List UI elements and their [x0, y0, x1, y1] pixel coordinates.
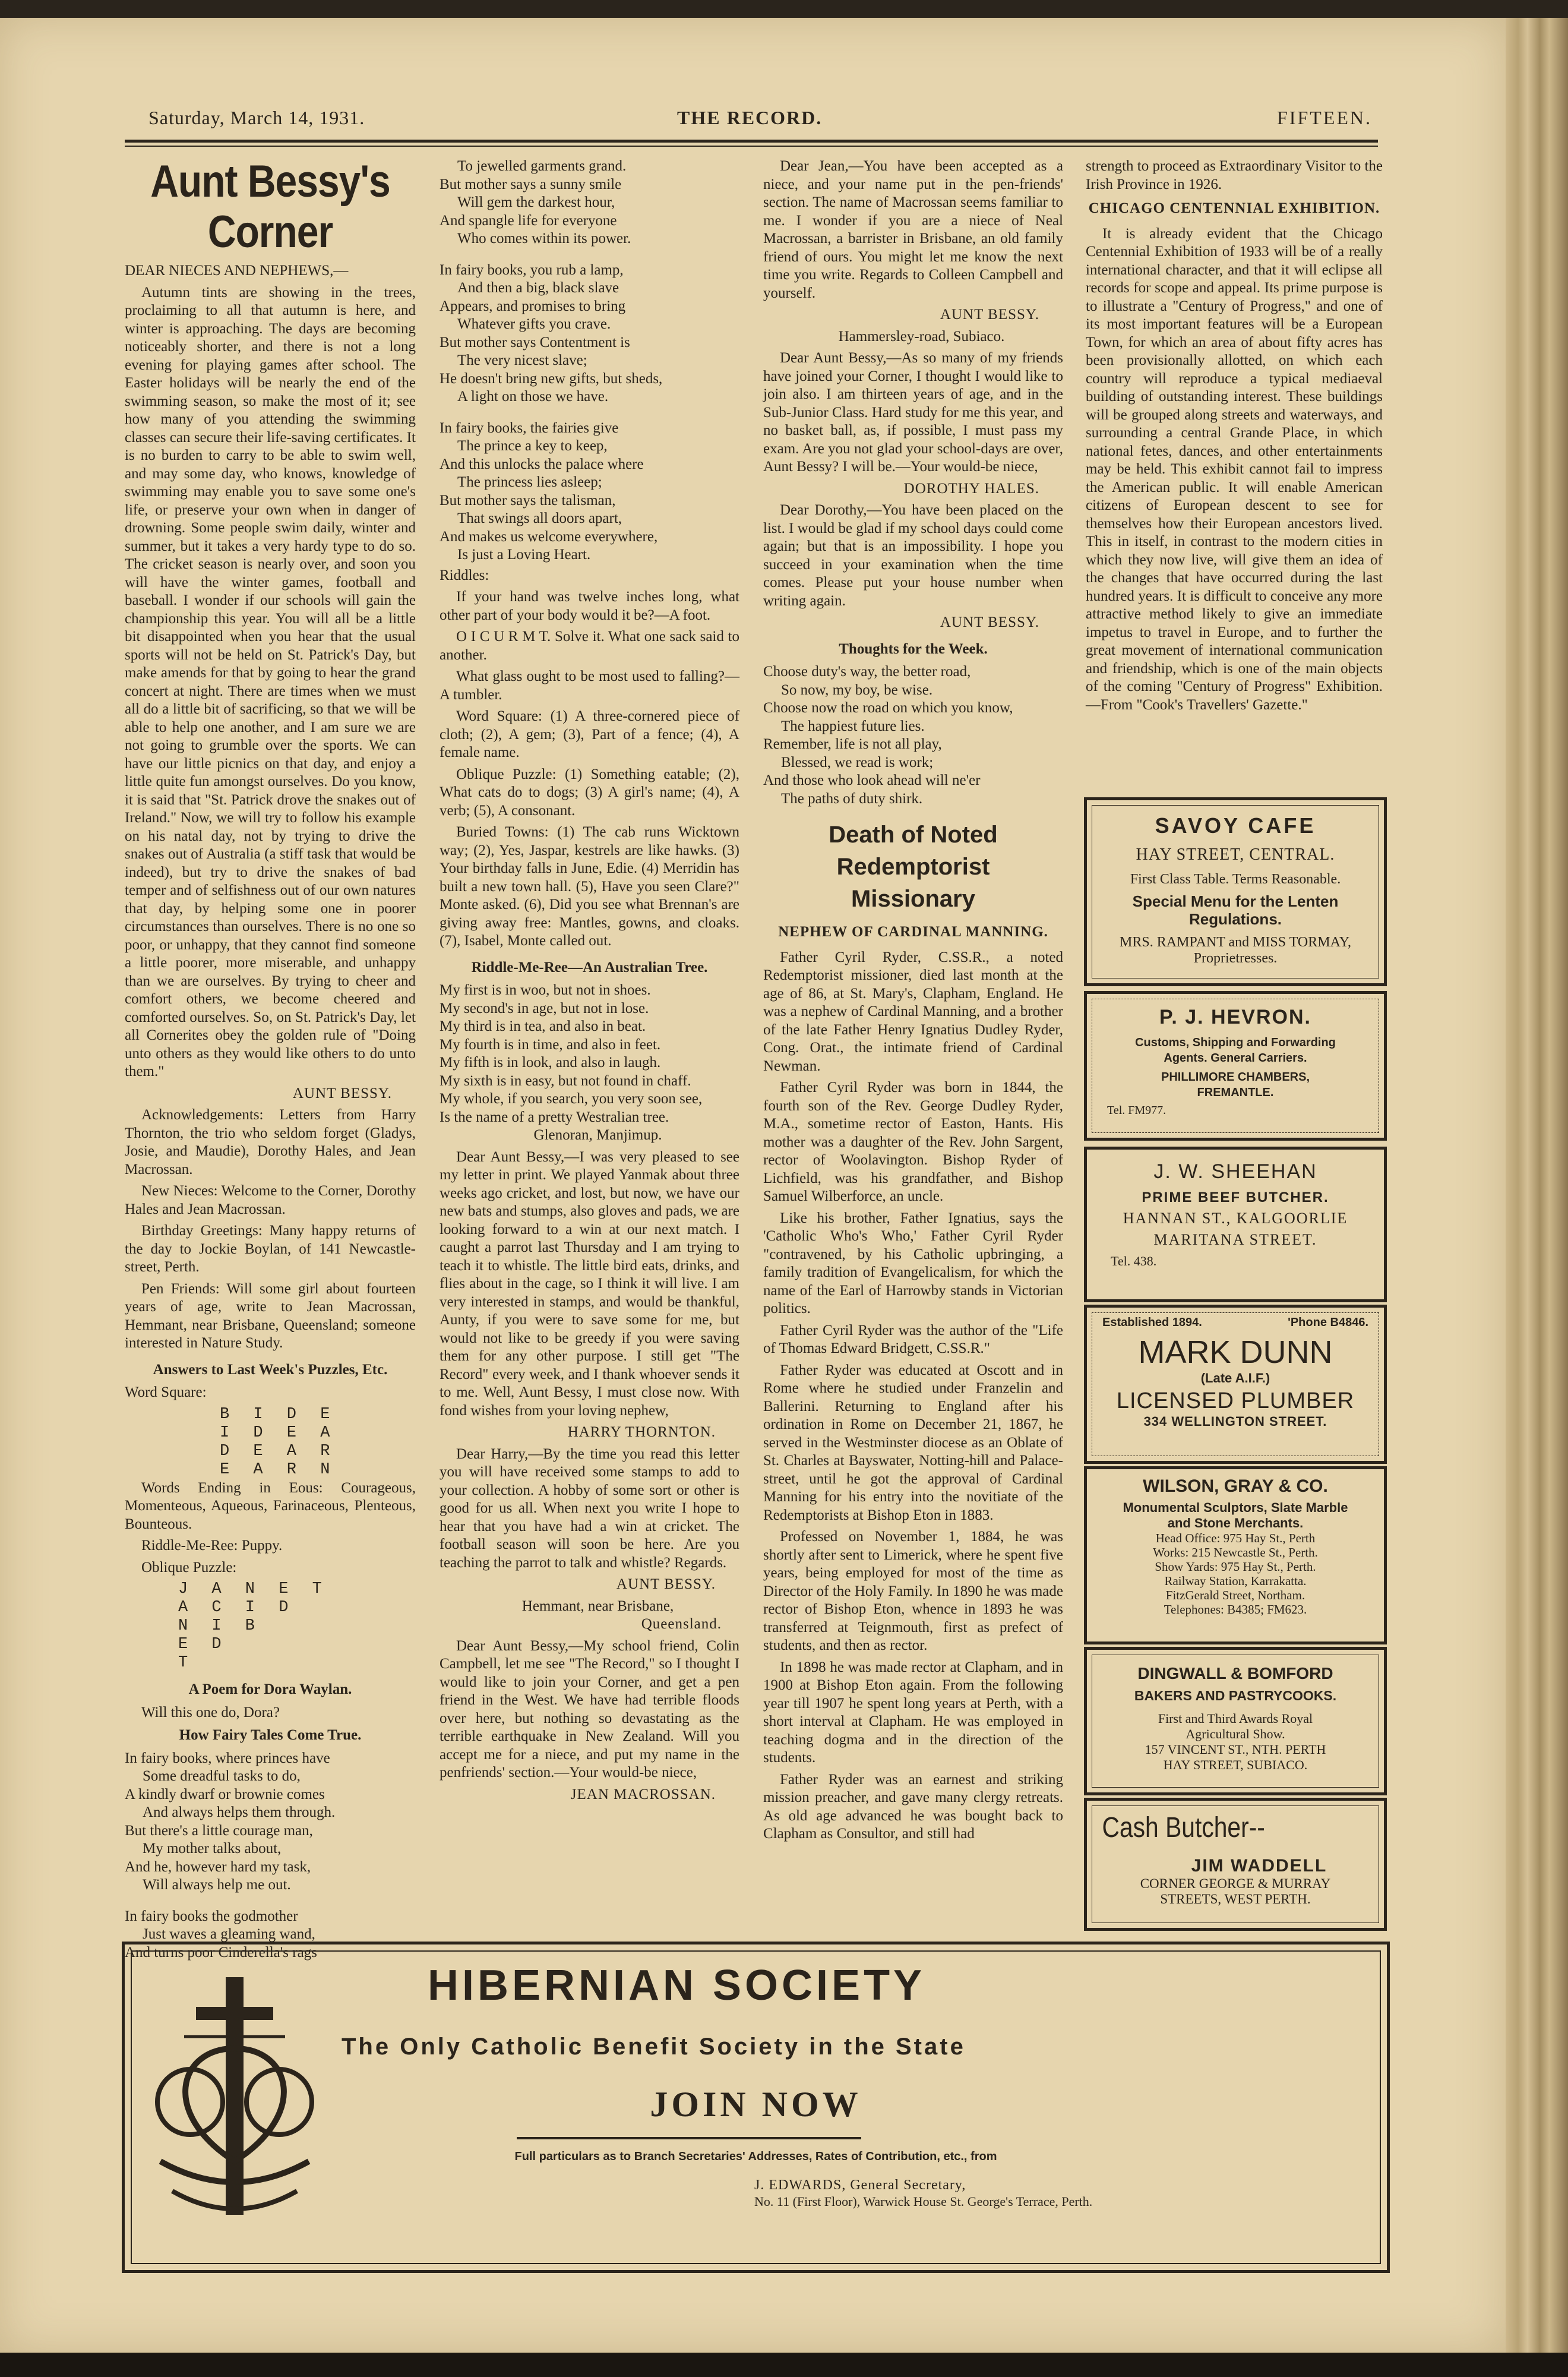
- verse-line: To jewelled garments grand.: [457, 158, 627, 174]
- obituary-paragraph: Father Cyril Ryder, C.SS.R., a noted Redemptorist missioner, died last month at the age of 86, at St. Mary's, Clapham, England. He was a nephew of Cardinal Manning, and a brother of the late Father Henry Ignatius Dudley Ryder, Cong. Orat., the intimate friend of Cardinal Newman.: [763, 949, 1063, 1074]
- verse-line: Just waves a gleaming wand,: [143, 1926, 315, 1942]
- reply-signature: AUNT BESSY.: [616, 1576, 716, 1592]
- verse-line: Whatever gifts you crave.: [457, 316, 611, 332]
- ad-dingwall-address2: HAY STREET, SUBIACO.: [1163, 1757, 1308, 1772]
- puzzle-buried-towns: Buried Towns: (1) The cab runs Wicktown way; (2), Yes, Jaspar, kestrels are like hawks. (3) Your birthday falls in June, Edie. (4) Merridin has built a new town hall. (5), Have you seen Clare?" Monte asked. (6), Did you see what Brennan's are giving away free: Mantles, gowns, and cloaks. (7), Isabel, Monte called out.: [440, 824, 739, 949]
- riddle-ocurmt: O I C U R M T. Solve it. What one sack said to another.: [440, 629, 739, 663]
- aunt-bessy-title: Aunt Bessy's Corner: [150, 155, 390, 257]
- verse-line: But mother says Contentment is: [440, 334, 630, 351]
- verse-line: Appears, and promises to bring: [440, 298, 626, 314]
- header-date: Saturday, March 14, 1931.: [148, 107, 365, 128]
- death-headline-line2: Missionary: [851, 886, 975, 912]
- ad-dunn-phone: 'Phone B4846.: [1288, 1316, 1368, 1329]
- verse-line: And this unlocks the palace where: [440, 456, 644, 472]
- verse-line: A kindly dwarf or brownie comes: [125, 1786, 325, 1803]
- words-ending-eous: Words Ending in Eous: Courageous, Momenteous, Aqueous, Farinaceous, Plenteous, Bounteous.: [125, 1479, 416, 1532]
- ad-sheehan-address2: MARITANA STREET.: [1153, 1231, 1317, 1248]
- verse-line: Will always help me out.: [143, 1877, 291, 1893]
- letter-address-state: Queensland.: [641, 1616, 722, 1632]
- ad-sheehan: [1084, 1147, 1387, 1302]
- new-nieces: New Nieces: Welcome to the Corner, Dorothy Hales and Jean Macrossan.: [125, 1183, 416, 1217]
- verse-line: In fairy books, you rub a lamp,: [440, 261, 624, 278]
- word-square-label: Word Square:: [125, 1384, 207, 1400]
- ad-dunn-established: Established 1894.: [1102, 1316, 1202, 1329]
- page-header: [148, 107, 1372, 137]
- ad-savoy-terms: First Class Table. Terms Reasonable.: [1130, 872, 1341, 887]
- verse-line: So now, my boy, be wise.: [781, 681, 933, 698]
- ad-hevron-name: P. J. HEVRON.: [1159, 1006, 1311, 1028]
- verse-line: The princess lies asleep;: [457, 474, 602, 490]
- word-square-row: E A R N: [220, 1460, 337, 1479]
- scan-background: [0, 2353, 1568, 2377]
- signature: AUNT BESSY.: [940, 307, 1039, 323]
- verse-line: Is the name of a pretty Westralian tree.: [440, 1109, 669, 1125]
- ad-dingwall-name: DINGWALL & BOMFORD: [1137, 1664, 1333, 1682]
- oblique-row: N I B: [178, 1617, 263, 1635]
- verse-line: My second's in age, but not in lose.: [440, 1000, 649, 1017]
- reply-to-dorothy: Dear Dorothy,—You have been placed on the list. I would be glad if my school days could come again; but that is an impossibility. I hope you succeed in your examination when the time comes. Please put your house number when writing again.: [763, 502, 1063, 609]
- puzzle-oblique: Oblique Puzzle: (1) Something eatable; (2), What cats do to dogs; (3) A girl's name; (4), A verb; (5), A consonant.: [440, 766, 739, 819]
- signature: AUNT BESSY.: [292, 1085, 392, 1101]
- verse-line: A light on those we have.: [457, 389, 609, 405]
- ad-dingwall-trade: BAKERS AND PASTRYCOOKS.: [1134, 1688, 1337, 1703]
- verse-line: My sixth is in easy, but not found in chaff.: [440, 1072, 691, 1089]
- ad-dingwall-address1: 157 VINCENT ST., NTH. PERTH: [1145, 1742, 1326, 1757]
- ad-sheehan-name: J. W. SHEEHAN: [1153, 1160, 1317, 1183]
- answers-heading: Answers to Last Week's Puzzles, Etc.: [153, 1361, 388, 1378]
- header-paper-name: THE RECORD.: [677, 107, 823, 128]
- chicago-article: It is already evident that the Chicago Centennial Exhibition of 1933 will be of a really international character, and that it will eclipse all records for scope and appeal. Its prime purpose is to illustrate a "Century of Progress," and one of its most important features will be a European Town, for which an area of about fifty acres has been provisionally allotted, on which each country will reproduce a typical mediaeval building of outstanding interest. These buildings will be grouped along streets and waterways, and surrounding a central Grande Place, in which national fetes, dances, and other entertainments may be held. This exhibit cannot fail to impress the American public. It will enable American citizens of European descent to see for themselves how their European ancestors lived. This in itself, in contrast to the modern cities in which they now live, will give them an idea of the changes that have occurred during the last hundred years. It is difficult to conceive any more attractive method likely to give an immediate impetus to travel in Europe, and to further the great movement of international communication and friendship, which is one of the main objects of the coming "Century of Progress" Exhibition.—From "Cook's Travellers' Gazette.": [1086, 225, 1383, 713]
- ad-wilson-line: FitzGerald Street, Northam.: [1165, 1588, 1305, 1602]
- verse-line: [440, 248, 739, 261]
- verse-line: And spangle life for everyone: [440, 212, 617, 229]
- verse-line: And turns poor Cinderella's rags: [125, 1944, 317, 1961]
- verse-line: Some dreadful tasks to do,: [143, 1768, 301, 1784]
- verse-line: The paths of duty shirk.: [781, 790, 923, 807]
- ad-dunn-trade: LICENSED PLUMBER: [1116, 1388, 1355, 1413]
- join-underline: [517, 2137, 861, 2139]
- riddle-glass: What glass ought to be most used to falling?—A tumbler.: [440, 668, 739, 703]
- verse-line: My mother talks about,: [143, 1841, 282, 1857]
- obituary-paragraph: Father Cyril Ryder was born in 1844, the fourth son of the Rev. George Dudley Ryder, M.A., sometime rector of Easton, Hants. His mother was a daughter of the Rev. John Sargent, rector of Woolavington. Bishop Ryder of Lichfield, was his grandfather, and Bishop Samuel Wilberforce, an uncle.: [763, 1079, 1063, 1204]
- verse-line: My first is in woo, but not in shoes.: [440, 982, 651, 998]
- oblique-grid: [125, 1580, 416, 1672]
- obituary-paragraph: Like his brother, Father Ignatius, says the 'Catholic Who's Who,' Father Cyril Ryder "contravened, by his Catholic upbringing, a family tradition of Evangelicalism, for which the name of the Earl of Harrowby stands in Victorian politics.: [763, 1210, 1063, 1317]
- verse-line: My fifth is in look, and also in laugh.: [440, 1055, 661, 1071]
- verse-line: Is just a Loving Heart.: [457, 547, 591, 563]
- ad-waddell-name: JIM WADDELL: [1191, 1856, 1327, 1876]
- pen-friends: Pen Friends: Will some girl about fourteen years of age, write to Jean Macrossan, Hemmant, near Brisbane, Queensland; someone interested in Nature Study.: [125, 1280, 416, 1351]
- ad-dunn-late: (Late A.I.F.): [1200, 1371, 1270, 1385]
- ad-sheehan-address1: HANNAN ST., KALGOORLIE: [1123, 1210, 1348, 1227]
- verse-line: In fairy books the godmother: [125, 1908, 298, 1924]
- column-4: [1086, 157, 1383, 718]
- harry-letter: Dear Aunt Bessy,—I was very pleased to see my letter in print. We played Yanmak about three weeks ago cricket, and lost, but now, we have our new bats and stumps, also gloves and pads, we are looking forward to a win at our next match. I caught a parrot last Thursday and I am trying to teach it to whistle. The little bird eats, drinks, and flies about in the cage, so I think it will live. I am very interested in stamps, and would be thankful, Aunty, if you were to save some for me, but would not like to be greedy if you were saving them for any other purpose. I still get "The Record" every week, and I thank whoever sends it to me. Well, Aunt Bessy, I must close now. With fond wishes from your loving nephew,: [440, 1148, 739, 1419]
- verse-line: The happiest future lies.: [781, 718, 925, 734]
- poem-heading: A Poem for Dora Waylan.: [188, 1681, 352, 1697]
- column-1: [125, 157, 416, 1962]
- oblique-row: J A N E T: [178, 1580, 329, 1598]
- letter-address: Glenoran, Manjimup.: [533, 1127, 662, 1143]
- nephew-subheading: NEPHEW OF CARDINAL MANNING.: [778, 924, 1048, 940]
- ad-dunn-address: 334 WELLINGTON STREET.: [1143, 1414, 1327, 1429]
- ad-hevron-phone: Tel. FM977.: [1107, 1104, 1166, 1117]
- ad-hibernian-society: [122, 1942, 1390, 2273]
- header-rule-thin: [125, 146, 1378, 147]
- oblique-label: Oblique Puzzle:: [141, 1559, 237, 1576]
- verse-line: And always helps them through.: [143, 1804, 336, 1820]
- hibernian-particulars: Full particulars as to Branch Secretaries' Addresses, Rates of Contribution, etc., from: [514, 2150, 997, 2163]
- verse-line: Who comes within its power.: [457, 231, 631, 247]
- letter-address: Hammersley-road, Subiaco.: [838, 328, 1005, 345]
- verse-line: The very nicest slave;: [457, 352, 587, 368]
- verse-line: The prince a key to keep,: [457, 438, 608, 454]
- ad-savoy-proprietors: MRS. RAMPANT and MISS TORMAY,: [1120, 935, 1351, 950]
- verse-line: Will gem the darkest hour,: [457, 194, 615, 210]
- letter-address: Hemmant, near Brisbane,: [521, 1598, 674, 1614]
- header-rule: [125, 140, 1378, 143]
- obituary-paragraph: Professed on November 1, 1884, he was shortly after sent to Limerick, where he spent five years, being employed for most of the time as Director of the Holy Family. In 1890 he was made rector of Bishop Eton, whence in 1893 he was transferred at Teignmouth, first as prefect of students, and then as rector.: [763, 1529, 1063, 1653]
- word-square-row: I D E A: [220, 1423, 337, 1442]
- reply-to-jean: Dear Jean,—You have been accepted as a niece, and your name put in the pen-friends' section. The name of Macrossan seems familiar to me. I wonder if you are a niece of Neal Macrossan, a barrister in Brisbane, an old family friend of ours. You might let me know the next time you write. Regards to Colleen Campbell and yourself.: [763, 158, 1063, 301]
- birthday-greetings: Birthday Greetings: Many happy returns of the day to Jockie Boylan, of 141 Newcastle-street, Perth.: [125, 1223, 416, 1275]
- hibernian-join-now: JOIN NOW: [650, 2085, 862, 2124]
- verse-line: And he, however hard my task,: [125, 1858, 311, 1875]
- fairy-poem-continued: [440, 157, 739, 564]
- ad-dunn-est-row: [1087, 1316, 1384, 1331]
- verse-line: Choose duty's way, the better road,: [763, 664, 971, 680]
- oblique-row: A C I D: [178, 1599, 296, 1617]
- thoughts-poem: [763, 663, 1063, 808]
- verse-line: Blessed, we read is work;: [781, 754, 934, 771]
- verse-line: And then a big, black slave: [457, 280, 619, 296]
- ad-sheehan-trade: PRIME BEEF BUTCHER.: [1142, 1189, 1329, 1205]
- header-page-number: FIFTEEN.: [1277, 107, 1372, 128]
- hibernian-address: No. 11 (First Floor), Warwick House St. George's Terrace, Perth.: [754, 2194, 1093, 2209]
- verse-line: In fairy books, the fairies give: [440, 419, 619, 436]
- verse-line: My whole, if you search, you very soon see,: [440, 1091, 703, 1107]
- ad-wilson-line: Works: 215 Newcastle St., Perth.: [1153, 1545, 1318, 1560]
- verse-line: Remember, life is not all play,: [763, 736, 942, 752]
- ad-sheehan-phone: Tel. 438.: [1111, 1254, 1157, 1268]
- fairy-poem: [125, 1750, 416, 1962]
- oblique-row: T: [178, 1654, 195, 1672]
- death-headline: [763, 819, 1063, 915]
- ad-wilson-phone: Telephones: B4385; FM623.: [1164, 1602, 1307, 1617]
- ad-dunn-name: MARK DUNN: [1138, 1334, 1333, 1370]
- acknowledgements: Acknowledgements: Letters from Harry Thornton, the trio who seldom forget (Gladys, Josie, and Maudie), Dorothy Hales, and Jean Macrossan.: [125, 1107, 416, 1178]
- ad-jim-waddell: [1084, 1798, 1387, 1931]
- jean-signature: JEAN MACROSSAN.: [570, 1786, 716, 1803]
- ad-wilson-line: Show Yards: 975 Hay St., Perth.: [1155, 1560, 1316, 1574]
- riddles-label: Riddles:: [440, 567, 489, 583]
- death-headline-line1: Death of Noted Redemptorist: [829, 822, 998, 880]
- salutation: DEAR NIECES AND NEPHEWS,—: [125, 263, 349, 279]
- column-3: [763, 157, 1063, 1847]
- riddle-answer: Riddle-Me-Ree: Puppy.: [141, 1538, 283, 1554]
- verse-line: Choose now the road on which you know,: [763, 700, 1013, 716]
- word-square-row: B I D E: [220, 1405, 337, 1423]
- ad-wilson-name: WILSON, GRAY & CO.: [1143, 1476, 1328, 1496]
- obituary-paragraph: Father Ryder was an earnest and striking mission preacher, and gave many clergy retreats. As old age advanced he was bought back to Clapham as Consultor, and still had: [763, 1771, 1063, 1842]
- fairy-tales-heading: How Fairy Tales Come True.: [179, 1727, 362, 1743]
- ad-waddell-trade: Cash Butcher--: [1102, 1812, 1265, 1843]
- obituary-paragraph: Father Cyril Ryder was the author of the "Life of Thomas Edward Bridgett, C.SS.R.": [763, 1322, 1063, 1356]
- ad-hevron: [1084, 991, 1387, 1141]
- ad-savoy-name: SAVOY CAFE: [1155, 813, 1316, 838]
- ad-dingwall-awards: First and Third Awards Royal Agricultural Show.: [1158, 1711, 1313, 1741]
- obituary-paragraph: Father Ryder was educated at Oscott and in Rome where he studied under Franzelin and Ballerini. Returning to England after his ordination in Rome on December 21, 1867, he served in the Westminster diocese as an Oblate of St. Charles at Bayswater, Notting-hill and Palace-street, until he got the approval of Cardinal Manning for his entry into the novitiate of the Redemptorists at Bishop Eton in 1883.: [763, 1362, 1063, 1523]
- word-square-row: D E A R: [220, 1442, 337, 1460]
- riddle-hand: If your hand was twelve inches long, what other part of your body would it be?—A foot.: [440, 589, 739, 623]
- ad-hevron-services: Customs, Shipping and Forwarding Agents. General Carriers.: [1135, 1036, 1336, 1065]
- verse-line: He doesn't bring new gifts, but sheds,: [440, 370, 663, 387]
- riddle-me-ree: [440, 981, 739, 1126]
- obituary-continued: strength to proceed as Extraordinary Visitor to the Irish Province in 1926.: [1086, 158, 1383, 192]
- ad-savoy-cafe: [1084, 797, 1387, 986]
- word-square-grid: [125, 1406, 416, 1479]
- ad-mark-dunn: [1084, 1305, 1387, 1464]
- ad-dingwall-bomford: [1084, 1647, 1387, 1795]
- verse-line: [440, 406, 739, 419]
- verse-line: But mother says a sunny smile: [440, 176, 622, 192]
- verse-line: But mother says the talisman,: [440, 492, 616, 509]
- ad-wilson-line: Head Office: 975 Hay St., Perth: [1155, 1531, 1316, 1545]
- verse-line: [125, 1895, 416, 1908]
- jean-letter: Dear Aunt Bessy,—My school friend, Colin Campbell, let me see "The Record," so I thought I would like to join your Corner, and get a pen friend in the West. We have had terrible floods over here, but nothing so devastating as the terrible earthquake in New Zealand. Will you accept me for a niece, and put my name in the penfriends' section.—Your would-be niece,: [440, 1637, 739, 1781]
- column-2: [440, 157, 739, 1807]
- oblique-row: E D: [178, 1636, 229, 1653]
- verse-line: My third is in tea, and also in beat.: [440, 1018, 646, 1034]
- signature: AUNT BESSY.: [940, 614, 1039, 630]
- ad-hevron-address: PHILLIMORE CHAMBERS, FREMANTLE.: [1161, 1071, 1310, 1099]
- verse-line: My fourth is in time, and also in feet.: [440, 1036, 661, 1053]
- puzzle-word-square: Word Square: (1) A three-cornered piece of cloth; (2), A gem; (3), Part of a fence; (4), A female name.: [440, 708, 739, 760]
- riddle-me-ree-heading: Riddle-Me-Ree—An Australian Tree.: [471, 959, 708, 976]
- ad-waddell-address1: CORNER GEORGE & MURRAY: [1140, 1876, 1331, 1891]
- hibernian-secretary: J. EDWARDS, General Secretary,: [754, 2177, 966, 2193]
- hibernian-subtitle: The Only Catholic Benefit Society in the State: [342, 2034, 966, 2060]
- obituary-paragraph: In 1898 he was made rector at Clapham, and in 1900 at Bishop Eton again. From the following year till 1907 he spent long years at Perth, with a short interval at Clapham. He was employed in teaching dogma and in the direction of the students.: [763, 1659, 1063, 1766]
- ad-savoy-menu: Special Menu for the Lenten Regulations.: [1132, 892, 1339, 928]
- thoughts-heading: Thoughts for the Week.: [839, 640, 988, 657]
- ad-wilson-line: Railway Station, Karrakatta.: [1164, 1574, 1307, 1588]
- dorothy-signature: DOROTHY HALES.: [903, 480, 1039, 497]
- ad-wilson-trade: Monumental Sculptors, Slate Marble and Stone Merchants.: [1123, 1500, 1348, 1530]
- reply-to-harry: Dear Harry,—By the time you read this letter you will have received some stamps to add to your collection. A hobby of some sort or other is good for us all. When next you write I hope to hear that you have had a win at cricket. The football season will soon be here. Are you teaching the parrot to talk and whistle? Regards.: [440, 1445, 739, 1571]
- verse-line: But there's a little courage man,: [125, 1822, 313, 1839]
- chicago-heading: CHICAGO CENTENNIAL EXHIBITION.: [1088, 200, 1380, 216]
- ad-waddell-address2: STREETS, WEST PERTH.: [1160, 1892, 1311, 1906]
- ad-savoy-address: HAY STREET, CENTRAL.: [1136, 845, 1335, 864]
- hibernian-title: HIBERNIAN SOCIETY: [428, 1962, 926, 2009]
- page-edge-stack: [1506, 18, 1568, 2353]
- ad-savoy-role: Proprietresses.: [1193, 951, 1278, 966]
- verse-line: And those who look ahead will ne'er: [763, 772, 981, 788]
- verse-line: In fairy books, where princes have: [125, 1750, 330, 1766]
- poem-note: Will this one do, Dora?: [141, 1704, 280, 1721]
- verse-line: That swings all doors apart,: [457, 510, 622, 526]
- editorial-paragraph: Autumn tints are showing in the trees, proclaiming to all that autumn is here, and winter is approaching. The days are becoming noticeably shorter, and there is not a long evening for playing games after school. The Easter holidays will be nearly the end of the swimming season, so make the most of it; see how many of you attending the swimming classes can secure their life-saving certificates. It is no burden to carry to be able to swim well, and may some day, who knows, knowledge of swimming may enable you to save some one's life, or preserve your own when in danger of drowning. Some people swim daily, winter and summer, but it takes a very hardy type to do so. The cricket season is nearly over, and soon you will have the winter games, football and baseball. I wonder if our schools will gain the championship this year. You will all be a little bit disappointed when you hear that the usual sports will not be held on St. Patrick's Day, but make amends for that by going to hear the grand concert at night. There are times when we must all do a little bit of sacrificing, so that we will be able to help one another, and I am sure we are not going to grumble over the sports. We can have our little picnics on that day, and enjoy a little quite fun amongst ourselves. Do you know, it is said that "St. Patrick drove the snakes out of Ireland." Now, we will try to follow his example on his natal day, not by trying to drive the snakes out of Australia (a stiff task that would be indeed), but try to drive the snakes of bad temper and of selfishness out of our own natures that day, by helping some one in poorer circumstances than ourselves. There is no one so poor, or unhappy, that they cannot find someone a little poorer, more miserable, and unhappy than we are ourselves. By trying to cheer and comfort others, we become cheered and comforted ourselves. So, on St. Patrick's Day, let all Cornerites obey the golden rule of "Doing unto others as they would like others to do unto them.": [125, 284, 416, 1079]
- verse-line: And makes us welcome everywhere,: [440, 528, 658, 545]
- harry-signature: HARRY THORNTON.: [567, 1424, 716, 1440]
- dorothy-letter: Dear Aunt Bessy,—As so many of my friends have joined your Corner, I thought I would like to join also. I am thirteen years of age, and in the Sub-Junior Class. Hard study for me this year, and no basket ball, as, if possible, I must pass my exam. Are you not glad your school-days are over, Aunt Bessy? I will be.—Your would-be niece,: [763, 350, 1063, 475]
- ad-wilson-gray: [1084, 1466, 1387, 1644]
